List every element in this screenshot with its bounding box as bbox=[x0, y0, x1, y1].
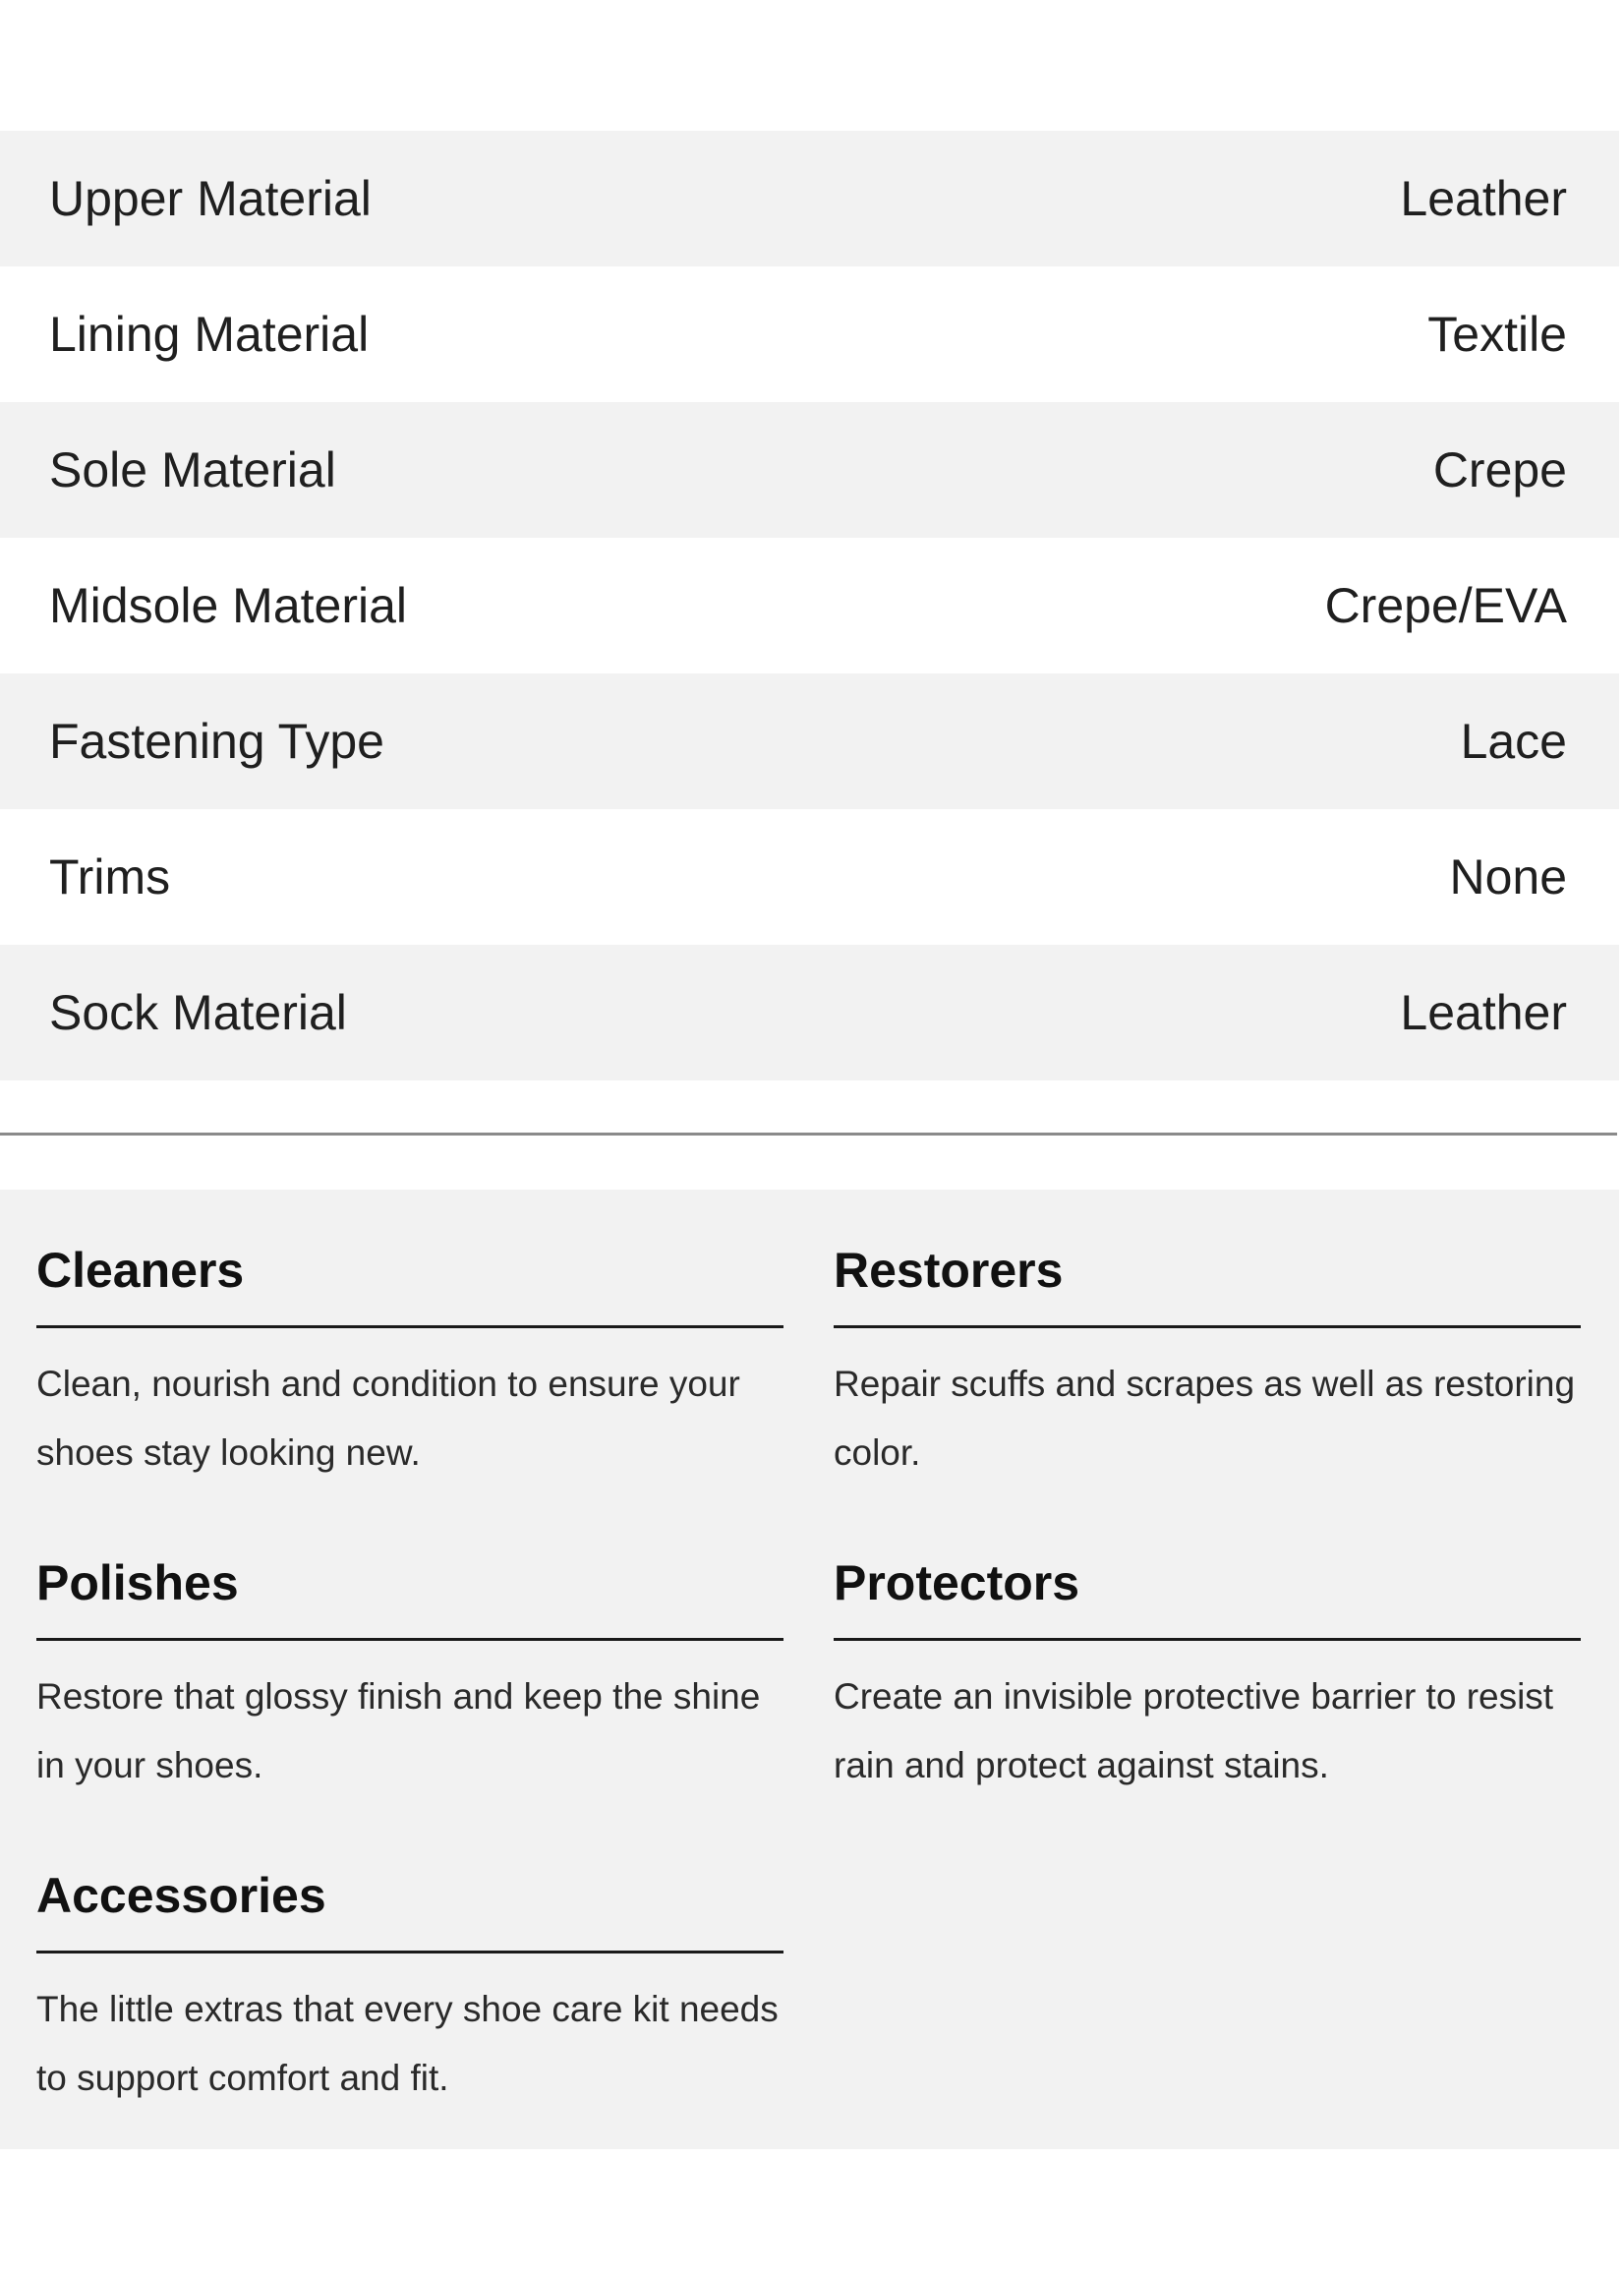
care-description: The little extras that every shoe care kit needs to support comfort and fit. bbox=[36, 1989, 779, 2098]
spec-label: Trims bbox=[49, 849, 171, 904]
care-description: Clean, nourish and condition to ensure your shoes stay looking new. bbox=[36, 1364, 740, 1473]
spec-value: None bbox=[1449, 849, 1567, 904]
care-category-accessories[interactable] bbox=[36, 1864, 783, 2113]
spec-value: Leather bbox=[1400, 985, 1567, 1040]
care-title[interactable]: Polishes bbox=[36, 1555, 239, 1610]
care-description: Restore that glossy finish and keep the shine in your shoes. bbox=[36, 1676, 761, 1785]
care-title[interactable]: Restorers bbox=[834, 1243, 1064, 1298]
care-title-underline bbox=[36, 1325, 783, 1328]
shoe-care-section bbox=[0, 1190, 1619, 2149]
specifications-table bbox=[0, 131, 1619, 1080]
care-category-polishes[interactable] bbox=[36, 1551, 783, 1800]
care-title[interactable]: Protectors bbox=[834, 1555, 1080, 1610]
care-description: Create an invisible protective barrier to resist rain and protect against stains. bbox=[834, 1676, 1554, 1785]
spec-label: Lining Material bbox=[49, 307, 370, 362]
spec-label: Midsole Material bbox=[49, 578, 408, 633]
spec-value: Leather bbox=[1400, 171, 1567, 226]
spec-value: Textile bbox=[1427, 307, 1567, 362]
care-category-cleaners[interactable] bbox=[36, 1239, 783, 1487]
care-title[interactable]: Cleaners bbox=[36, 1243, 245, 1298]
care-description: Repair scuffs and scrapes as well as restoring color. bbox=[834, 1364, 1576, 1473]
care-title-underline bbox=[36, 1951, 783, 1953]
spec-row-midsole-material bbox=[0, 538, 1619, 673]
spec-row-lining-material bbox=[0, 266, 1619, 402]
spec-row-sole-material bbox=[0, 402, 1619, 538]
section-divider bbox=[0, 1133, 1617, 1136]
spec-value: Lace bbox=[1460, 714, 1567, 769]
spec-row-sock-material bbox=[0, 945, 1619, 1080]
spec-label: Fastening Type bbox=[49, 714, 384, 769]
spec-label: Upper Material bbox=[49, 171, 372, 226]
care-category-restorers[interactable] bbox=[834, 1239, 1581, 1487]
care-title-underline bbox=[834, 1638, 1581, 1641]
care-title-underline bbox=[36, 1638, 783, 1641]
spec-label: Sock Material bbox=[49, 985, 347, 1040]
care-title[interactable]: Accessories bbox=[36, 1868, 326, 1923]
spec-row-trims bbox=[0, 809, 1619, 945]
spec-row-fastening-type bbox=[0, 673, 1619, 809]
care-title-underline bbox=[834, 1325, 1581, 1328]
spec-label: Sole Material bbox=[49, 442, 336, 497]
spec-row-upper-material bbox=[0, 131, 1619, 266]
spec-value: Crepe bbox=[1432, 442, 1567, 497]
spec-value: Crepe/EVA bbox=[1324, 578, 1567, 633]
care-category-protectors[interactable] bbox=[834, 1551, 1581, 1800]
